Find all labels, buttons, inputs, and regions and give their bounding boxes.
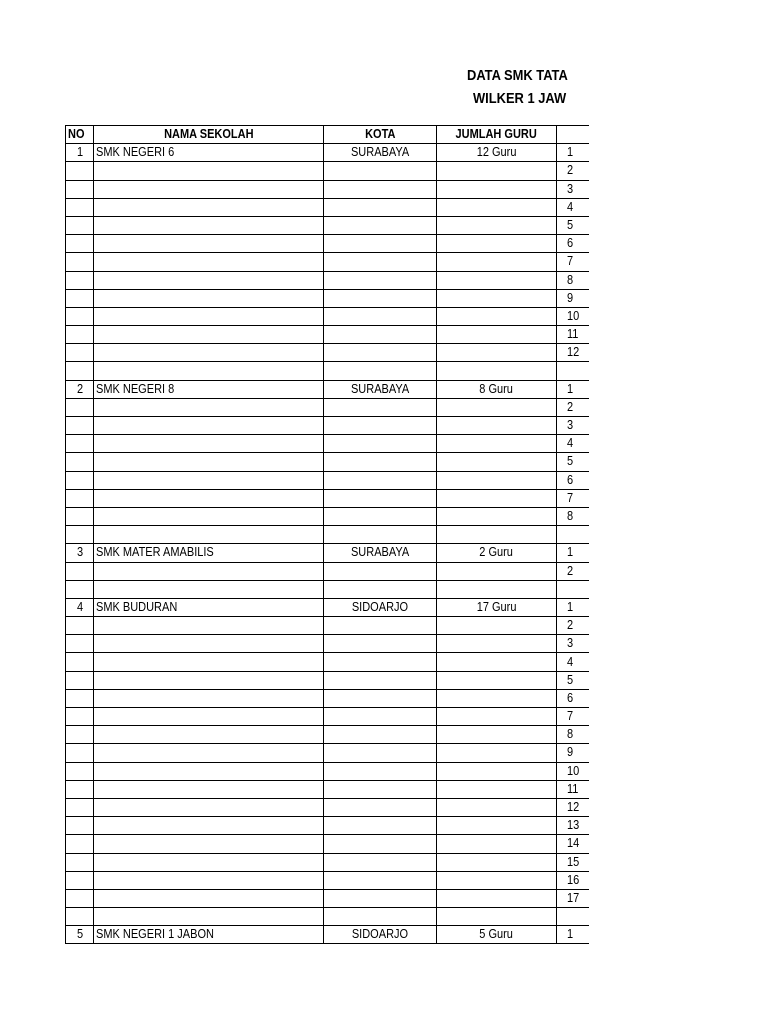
cell-index[interactable]: 2 [557, 162, 590, 180]
cell-kota[interactable] [324, 162, 437, 180]
cell-nama-sekolah[interactable] [94, 526, 324, 544]
spreadsheet-table [65, 125, 589, 948]
cell-index[interactable]: 13 [557, 817, 590, 835]
cell-no[interactable] [66, 635, 94, 653]
cell-no[interactable] [66, 908, 94, 926]
page-subtitle: WILKER 1 JAW [473, 90, 567, 107]
cell-no[interactable] [66, 726, 94, 744]
cell-kota[interactable] [324, 798, 437, 816]
table-row [66, 762, 590, 780]
cell-index[interactable]: 9 [557, 289, 590, 307]
cell-no[interactable] [66, 762, 94, 780]
cell-nama-sekolah[interactable] [94, 671, 324, 689]
table-row [66, 708, 590, 726]
page-title: DATA SMK TATA [467, 67, 568, 84]
table-row [66, 235, 590, 253]
column-header-no: NO [66, 126, 94, 144]
cell-no[interactable] [66, 471, 94, 489]
cell-no[interactable] [66, 289, 94, 307]
cell-nama-sekolah[interactable] [94, 326, 324, 344]
cell-index[interactable]: 11 [557, 780, 590, 798]
table-row [66, 871, 590, 889]
cell-no[interactable] [66, 435, 94, 453]
cell-kota[interactable] [324, 271, 437, 289]
table-row [66, 307, 590, 325]
cell-nama-sekolah[interactable] [94, 471, 324, 489]
cell-index[interactable]: 6 [557, 471, 590, 489]
cell-jumlah-guru[interactable] [437, 726, 557, 744]
cell-index[interactable]: 8 [557, 726, 590, 744]
cell-jumlah-guru[interactable] [437, 635, 557, 653]
cell-index[interactable]: 2 [557, 398, 590, 416]
table-row [66, 853, 590, 871]
cell-kota[interactable] [324, 853, 437, 871]
cell-index[interactable]: 2 [557, 617, 590, 635]
table-row [66, 526, 590, 544]
cell-nama-sekolah[interactable] [94, 653, 324, 671]
cell-index[interactable]: 3 [557, 635, 590, 653]
cell-no[interactable] [66, 889, 94, 907]
cell-jumlah-guru[interactable] [437, 507, 557, 525]
cell-kota[interactable]: SURABAYA [324, 380, 437, 398]
cell-jumlah-guru[interactable] [437, 180, 557, 198]
cell-index[interactable]: 10 [557, 307, 590, 325]
cell-nama-sekolah[interactable] [94, 726, 324, 744]
table-row [66, 744, 590, 762]
table-row [66, 271, 590, 289]
cell-no[interactable] [66, 216, 94, 234]
cell-no[interactable] [66, 235, 94, 253]
cell-nama-sekolah[interactable] [94, 780, 324, 798]
cell-nama-sekolah[interactable] [94, 180, 324, 198]
cell-jumlah-guru[interactable] [437, 835, 557, 853]
cell-index[interactable]: 7 [557, 253, 590, 271]
cell-index[interactable]: 14 [557, 835, 590, 853]
cell-no[interactable]: 4 [66, 598, 94, 616]
cell-no[interactable]: 1 [66, 144, 94, 162]
cell-index[interactable]: 2 [557, 562, 590, 580]
cell-index[interactable]: 1 [557, 926, 590, 944]
table-row [66, 726, 590, 744]
table-row [66, 671, 590, 689]
cell-index[interactable]: 12 [557, 344, 590, 362]
cell-nama-sekolah[interactable]: SMK NEGERI 1 JABON [94, 926, 324, 944]
cell-index[interactable]: 7 [557, 489, 590, 507]
cell-nama-sekolah[interactable] [94, 708, 324, 726]
table-row [66, 253, 590, 271]
cell-no[interactable] [66, 326, 94, 344]
cell-kota[interactable] [324, 708, 437, 726]
cell-index[interactable]: 10 [557, 762, 590, 780]
cell-nama-sekolah[interactable] [94, 307, 324, 325]
cell-no[interactable] [66, 817, 94, 835]
cell-no[interactable] [66, 708, 94, 726]
cell-kota[interactable] [324, 253, 437, 271]
cell-index[interactable]: 3 [557, 417, 590, 435]
cell-jumlah-guru[interactable] [437, 489, 557, 507]
cell-nama-sekolah[interactable] [94, 835, 324, 853]
cell-jumlah-guru[interactable] [437, 562, 557, 580]
cell-jumlah-guru[interactable] [437, 289, 557, 307]
cell-kota[interactable] [324, 344, 437, 362]
cell-jumlah-guru[interactable] [437, 617, 557, 635]
cell-index[interactable]: 16 [557, 871, 590, 889]
cell-no[interactable] [66, 453, 94, 471]
table-row [66, 544, 590, 562]
cell-index[interactable]: 6 [557, 689, 590, 707]
table-row [66, 216, 590, 234]
cell-jumlah-guru[interactable] [437, 780, 557, 798]
cell-kota[interactable] [324, 198, 437, 216]
cell-index[interactable] [557, 362, 590, 380]
cell-no[interactable] [66, 853, 94, 871]
cell-kota[interactable] [324, 235, 437, 253]
column-header-nama-sekolah: NAMA SEKOLAH [94, 126, 324, 144]
cell-no[interactable] [66, 617, 94, 635]
cell-index[interactable]: 5 [557, 216, 590, 234]
cell-kota[interactable] [324, 362, 437, 380]
school-table [65, 125, 589, 944]
cell-nama-sekolah[interactable]: SMK MATER AMABILIS [94, 544, 324, 562]
cell-nama-sekolah[interactable] [94, 635, 324, 653]
cell-nama-sekolah[interactable] [94, 216, 324, 234]
table-row [66, 398, 590, 416]
table-row [66, 144, 590, 162]
table-row [66, 598, 590, 616]
cell-jumlah-guru[interactable] [437, 689, 557, 707]
cell-kota[interactable] [324, 817, 437, 835]
cell-kota[interactable] [324, 726, 437, 744]
cell-nama-sekolah[interactable] [94, 398, 324, 416]
cell-no[interactable] [66, 162, 94, 180]
cell-index[interactable]: 6 [557, 235, 590, 253]
cell-index[interactable]: 17 [557, 889, 590, 907]
cell-no[interactable] [66, 689, 94, 707]
cell-jumlah-guru[interactable] [437, 344, 557, 362]
cell-kota[interactable] [324, 398, 437, 416]
cell-index[interactable]: 3 [557, 180, 590, 198]
cell-jumlah-guru[interactable] [437, 908, 557, 926]
cell-jumlah-guru[interactable] [437, 471, 557, 489]
cell-index[interactable]: 5 [557, 453, 590, 471]
cell-kota[interactable] [324, 653, 437, 671]
column-header-jumlah-guru: JUMLAH GURU [437, 126, 557, 144]
cell-kota[interactable] [324, 289, 437, 307]
cell-no[interactable] [66, 398, 94, 416]
cell-kota[interactable] [324, 417, 437, 435]
cell-no[interactable] [66, 489, 94, 507]
cell-no[interactable] [66, 744, 94, 762]
cell-nama-sekolah[interactable] [94, 289, 324, 307]
table-row [66, 780, 590, 798]
cell-no[interactable] [66, 417, 94, 435]
cell-nama-sekolah[interactable] [94, 871, 324, 889]
cell-kota[interactable]: SURABAYA [324, 144, 437, 162]
cell-nama-sekolah[interactable] [94, 562, 324, 580]
cell-no[interactable] [66, 671, 94, 689]
cell-no[interactable] [66, 253, 94, 271]
cell-index[interactable]: 1 [557, 598, 590, 616]
cell-no[interactable] [66, 562, 94, 580]
cell-index[interactable]: 1 [557, 380, 590, 398]
table-row [66, 617, 590, 635]
cell-jumlah-guru[interactable] [437, 762, 557, 780]
cell-jumlah-guru[interactable] [437, 435, 557, 453]
cell-jumlah-guru[interactable] [437, 871, 557, 889]
table-row [66, 162, 590, 180]
cell-kota[interactable] [324, 635, 437, 653]
table-row [66, 417, 590, 435]
cell-kota[interactable]: SURABAYA [324, 544, 437, 562]
cell-nama-sekolah[interactable] [94, 271, 324, 289]
cell-nama-sekolah[interactable] [94, 235, 324, 253]
cell-kota[interactable] [324, 671, 437, 689]
cell-no[interactable] [66, 653, 94, 671]
cell-kota[interactable] [324, 453, 437, 471]
cell-jumlah-guru[interactable] [437, 526, 557, 544]
cell-no[interactable] [66, 362, 94, 380]
cell-jumlah-guru[interactable] [437, 216, 557, 234]
cell-jumlah-guru[interactable] [437, 398, 557, 416]
cell-no[interactable] [66, 526, 94, 544]
cell-kota[interactable] [324, 526, 437, 544]
cell-kota[interactable]: SIDOARJO [324, 598, 437, 616]
cell-index[interactable]: 12 [557, 798, 590, 816]
cell-jumlah-guru[interactable] [437, 417, 557, 435]
cell-no[interactable] [66, 835, 94, 853]
cell-nama-sekolah[interactable] [94, 453, 324, 471]
table-row [66, 180, 590, 198]
cell-no[interactable] [66, 871, 94, 889]
table-row [66, 889, 590, 907]
cell-nama-sekolah[interactable]: SMK NEGERI 6 [94, 144, 324, 162]
cell-nama-sekolah[interactable] [94, 617, 324, 635]
cell-nama-sekolah[interactable] [94, 817, 324, 835]
cell-jumlah-guru[interactable] [437, 580, 557, 598]
cell-kota[interactable] [324, 871, 437, 889]
table-row [66, 653, 590, 671]
cell-nama-sekolah[interactable] [94, 253, 324, 271]
cell-nama-sekolah[interactable] [94, 507, 324, 525]
cell-no[interactable]: 5 [66, 926, 94, 944]
cell-nama-sekolah[interactable] [94, 689, 324, 707]
column-header-index [557, 126, 590, 144]
cell-index[interactable]: 7 [557, 708, 590, 726]
cell-nama-sekolah[interactable] [94, 580, 324, 598]
cell-index[interactable]: 5 [557, 671, 590, 689]
cell-nama-sekolah[interactable]: SMK BUDURAN [94, 598, 324, 616]
cell-kota[interactable] [324, 762, 437, 780]
cell-nama-sekolah[interactable] [94, 417, 324, 435]
cell-index[interactable] [557, 526, 590, 544]
column-header-kota: KOTA [324, 126, 437, 144]
table-row [66, 289, 590, 307]
cell-jumlah-guru[interactable] [437, 853, 557, 871]
cell-jumlah-guru[interactable] [437, 653, 557, 671]
table-row [66, 635, 590, 653]
cell-kota[interactable] [324, 780, 437, 798]
table-row [66, 817, 590, 835]
cell-index[interactable]: 9 [557, 744, 590, 762]
table-row [66, 344, 590, 362]
cell-nama-sekolah[interactable] [94, 762, 324, 780]
cell-jumlah-guru[interactable] [437, 708, 557, 726]
cell-jumlah-guru[interactable] [437, 162, 557, 180]
cell-jumlah-guru[interactable]: 2 Guru [437, 544, 557, 562]
cell-kota[interactable] [324, 180, 437, 198]
header-row [66, 126, 590, 144]
table-row [66, 489, 590, 507]
cell-jumlah-guru[interactable]: 5 Guru [437, 926, 557, 944]
table-body [66, 144, 590, 944]
cell-jumlah-guru[interactable]: 12 Guru [437, 144, 557, 162]
cell-kota[interactable] [324, 562, 437, 580]
cell-kota[interactable] [324, 889, 437, 907]
cell-kota[interactable]: SIDOARJO [324, 926, 437, 944]
cell-index[interactable] [557, 580, 590, 598]
cell-nama-sekolah[interactable] [94, 362, 324, 380]
table-row [66, 798, 590, 816]
cell-jumlah-guru[interactable] [437, 271, 557, 289]
cell-jumlah-guru[interactable] [437, 817, 557, 835]
cell-no[interactable] [66, 344, 94, 362]
cell-kota[interactable] [324, 744, 437, 762]
cell-no[interactable] [66, 798, 94, 816]
cell-no[interactable] [66, 580, 94, 598]
table-row [66, 471, 590, 489]
cell-no[interactable]: 3 [66, 544, 94, 562]
cell-jumlah-guru[interactable] [437, 198, 557, 216]
cell-nama-sekolah[interactable] [94, 198, 324, 216]
cell-jumlah-guru[interactable] [437, 326, 557, 344]
cell-index[interactable]: 4 [557, 435, 590, 453]
cell-kota[interactable] [324, 216, 437, 234]
table-row [66, 326, 590, 344]
cell-no[interactable] [66, 780, 94, 798]
cell-kota[interactable] [324, 326, 437, 344]
cell-kota[interactable] [324, 435, 437, 453]
cell-nama-sekolah[interactable] [94, 162, 324, 180]
cell-no[interactable] [66, 271, 94, 289]
cell-jumlah-guru[interactable] [437, 744, 557, 762]
cell-no[interactable] [66, 180, 94, 198]
cell-index[interactable]: 15 [557, 853, 590, 871]
cell-jumlah-guru[interactable] [437, 671, 557, 689]
cell-nama-sekolah[interactable] [94, 798, 324, 816]
table-row [66, 562, 590, 580]
cell-index[interactable]: 4 [557, 198, 590, 216]
cell-nama-sekolah[interactable] [94, 435, 324, 453]
cell-jumlah-guru[interactable] [437, 253, 557, 271]
cell-nama-sekolah[interactable]: SMK NEGERI 8 [94, 380, 324, 398]
cell-jumlah-guru[interactable] [437, 362, 557, 380]
cell-nama-sekolah[interactable] [94, 489, 324, 507]
cell-kota[interactable] [324, 307, 437, 325]
cell-nama-sekolah[interactable] [94, 344, 324, 362]
cell-no[interactable] [66, 307, 94, 325]
cell-index[interactable] [557, 908, 590, 926]
cell-index[interactable]: 8 [557, 271, 590, 289]
table-row [66, 580, 590, 598]
cell-index[interactable]: 1 [557, 544, 590, 562]
cell-index[interactable]: 1 [557, 144, 590, 162]
cell-kota[interactable] [324, 507, 437, 525]
table-row [66, 926, 590, 944]
cell-no[interactable] [66, 198, 94, 216]
table-row [66, 435, 590, 453]
cell-jumlah-guru[interactable] [437, 798, 557, 816]
cell-kota[interactable] [324, 617, 437, 635]
cell-no[interactable] [66, 507, 94, 525]
table-row [66, 507, 590, 525]
cell-nama-sekolah[interactable] [94, 889, 324, 907]
table-row [66, 689, 590, 707]
cell-jumlah-guru[interactable] [437, 235, 557, 253]
table-row [66, 362, 590, 380]
cell-nama-sekolah[interactable] [94, 853, 324, 871]
cell-kota[interactable] [324, 580, 437, 598]
cell-index[interactable]: 4 [557, 653, 590, 671]
cell-kota[interactable] [324, 908, 437, 926]
table-row [66, 453, 590, 471]
cell-nama-sekolah[interactable] [94, 908, 324, 926]
cell-jumlah-guru[interactable] [437, 453, 557, 471]
cell-nama-sekolah[interactable] [94, 744, 324, 762]
cell-index[interactable]: 11 [557, 326, 590, 344]
cell-jumlah-guru[interactable] [437, 889, 557, 907]
cell-jumlah-guru[interactable]: 17 Guru [437, 598, 557, 616]
table-row [66, 908, 590, 926]
table-row [66, 198, 590, 216]
cell-jumlah-guru[interactable] [437, 307, 557, 325]
cell-no[interactable]: 2 [66, 380, 94, 398]
cell-kota[interactable] [324, 489, 437, 507]
cell-kota[interactable] [324, 835, 437, 853]
cell-index[interactable]: 8 [557, 507, 590, 525]
cell-kota[interactable] [324, 471, 437, 489]
cell-kota[interactable] [324, 689, 437, 707]
table-row [66, 380, 590, 398]
cell-jumlah-guru[interactable]: 8 Guru [437, 380, 557, 398]
table-row [66, 835, 590, 853]
